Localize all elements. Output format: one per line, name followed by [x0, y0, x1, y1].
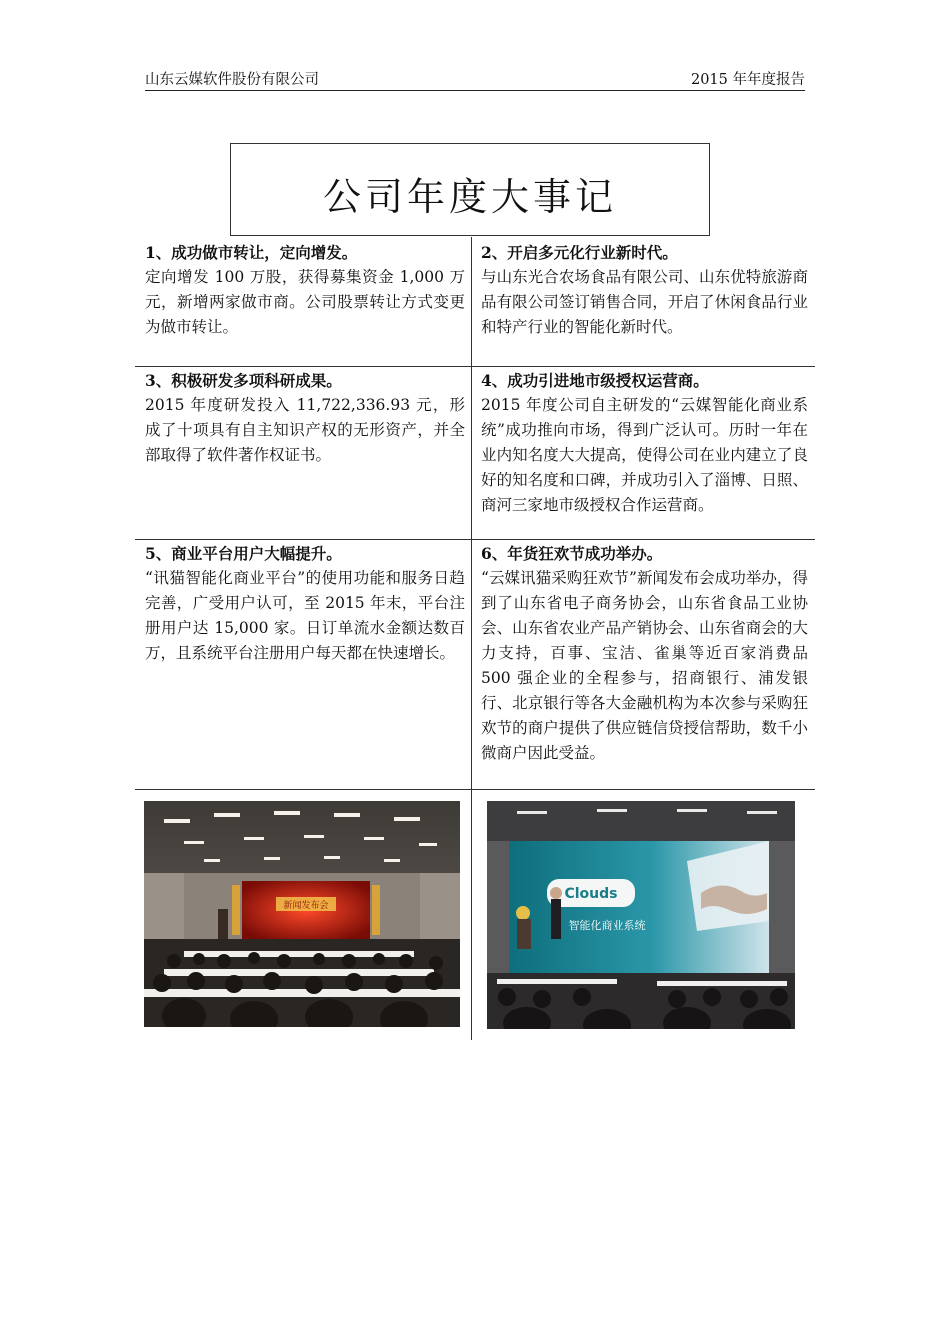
header-company: 山东云媒软件股份有限公司: [145, 72, 319, 88]
row-divider-1: [135, 366, 815, 367]
header-report: 2015 年年度报告: [690, 72, 805, 88]
screen-logo-text: Clouds: [564, 886, 618, 902]
event-2: [481, 240, 808, 340]
title-box: [230, 143, 710, 236]
column-divider: [471, 237, 472, 1040]
event-4-heading: 4、成功引进地市级授权运营商。: [481, 371, 709, 390]
event-6-heading: 6、年货狂欢节成功举办。: [481, 544, 663, 563]
screen-title-text: 智能化商业系统: [568, 919, 646, 932]
event-3-heading: 3、积极研发多项科研成果。: [145, 371, 342, 390]
row-divider-2: [135, 539, 815, 540]
event-6: [481, 541, 808, 766]
row-divider-3: [135, 789, 815, 790]
event-4: [481, 368, 808, 518]
event-1-heading: 1、成功做市转让，定向增发。: [145, 243, 358, 262]
event-1: [145, 240, 465, 340]
event-5: [145, 541, 465, 666]
product-launch-photo: [487, 801, 795, 1029]
event-5-heading: 5、商业平台用户大幅提升。: [145, 544, 342, 563]
event-2-body: 与山东光合农场食品有限公司、山东优特旅游商品有限公司签订销售合同，开启了休闲食品行业和特产行业的智能化新时代。: [481, 268, 808, 336]
event-6-body: “云媒讯猫采购狂欢节”新闻发布会成功举办，得到了山东省电子商务协会，山东省食品工业协会、山东省农业产品产销协会、山东省商会的大力支持，百事、宝洁、雀巢等近百家消费品 500 强企业的全程参与，招商银行、浦发银行、北京银行等各大金融机构为本次参与采购狂欢节的商户提供了供应链信贷授信帮助，数千小微商户因此受益。: [481, 569, 808, 762]
page-header: [145, 66, 805, 91]
press-conference-photo: [144, 801, 460, 1027]
stage-screen-text: 新闻发布会: [283, 901, 329, 911]
event-3-body: 2015 年度研发投入 11,722,336.93 元，形成了十项具有自主知识产权的无形资产，并全部取得了软件著作权证书。: [145, 396, 465, 464]
event-3: [145, 368, 465, 468]
page-title: 公司年度大事记: [322, 175, 617, 219]
event-5-body: “讯猫智能化商业平台”的使用功能和服务日趋完善，广受用户认可，至 2015 年末，平台注册用户达 15,000 家。日订单流水金额达数百万，且系统平台注册用户每天都在快速增长。: [145, 569, 465, 662]
event-4-body: 2015 年度公司自主研发的“云媒智能化商业系统”成功推向市场，得到广泛认可。历时一年在业内知名度大大提高，使得公司在业内建立了良好的知名度和口碑，并成功引入了淄博、日照、商河三家地市级授权合作运营商。: [481, 396, 808, 514]
event-1-body: 定向增发 100 万股，获得募集资金 1,000 万元，新增两家做市商。公司股票转让方式变更为做市转让。: [145, 268, 465, 336]
event-2-heading: 2、开启多元化行业新时代。: [481, 243, 678, 262]
